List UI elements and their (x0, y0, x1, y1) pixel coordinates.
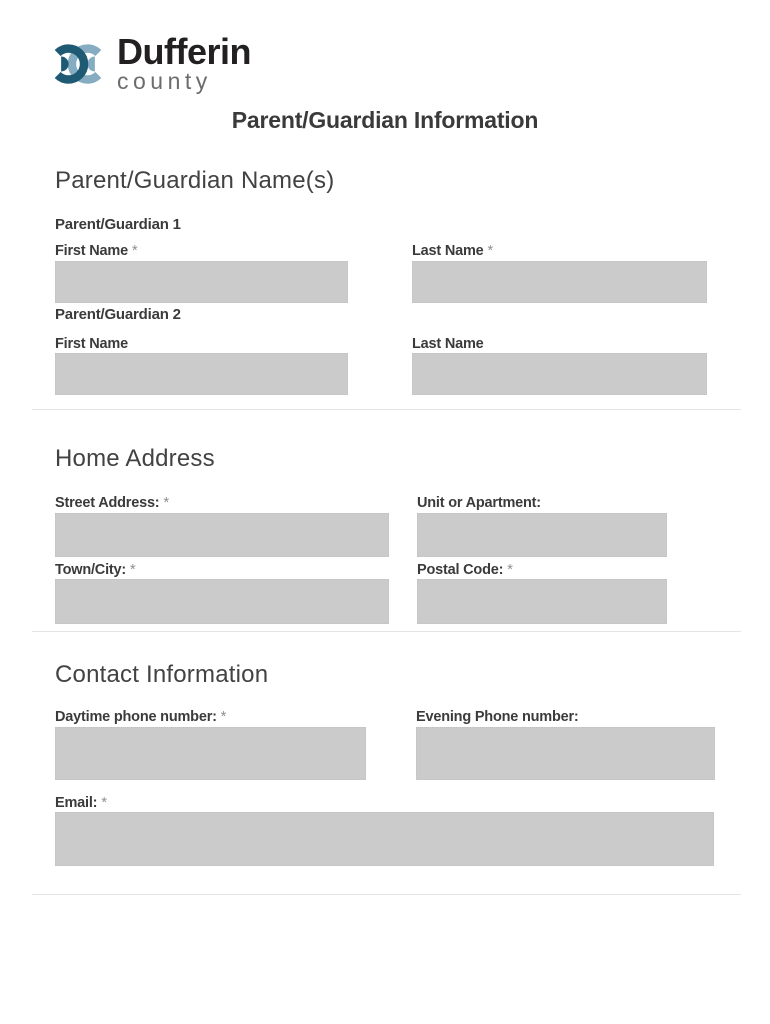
address-section-heading: Home Address (55, 445, 215, 472)
town-city-field (55, 563, 389, 625)
unit-apartment-field (417, 496, 667, 557)
street-address-label (55, 496, 389, 511)
email-field (55, 796, 714, 867)
postal-code-field (417, 563, 667, 625)
town-postal-row (55, 563, 715, 625)
guardian-1-first-name-input[interactable] (55, 261, 348, 303)
label-text: First Name (55, 335, 128, 352)
label-text: Email: (55, 794, 98, 811)
email-label (55, 796, 714, 811)
guardian-1-last-name-input[interactable] (412, 261, 707, 303)
label-text: Street Address: (55, 495, 160, 511)
label-text: First Name (55, 243, 128, 259)
guardian-2-first-name-input[interactable] (55, 353, 348, 395)
guardian-1-name-row (55, 244, 715, 303)
postal-code-label (417, 563, 667, 578)
evening-phone-input[interactable] (416, 727, 715, 780)
guardian-2-last-name-field (412, 337, 707, 396)
section-divider (32, 409, 741, 410)
unit-apartment-label (417, 496, 667, 511)
label-text: Postal Code: (417, 561, 504, 578)
dufferin-county-logo-icon (48, 34, 108, 94)
guardian-1-first-name-label (55, 244, 348, 259)
required-mark: * (130, 561, 136, 578)
daytime-phone-label (55, 710, 366, 725)
required-mark: * (220, 709, 227, 725)
guardian-2-last-name-label (412, 337, 707, 352)
brand-subtitle: county (117, 68, 212, 94)
label-text: Daytime phone number: (55, 709, 217, 725)
evening-phone-field (416, 710, 715, 780)
postal-code-input[interactable] (417, 579, 667, 624)
guardian-2-first-name-label (55, 337, 348, 352)
guardian-1-first-name-field (55, 244, 348, 303)
guardian-2-last-name-input[interactable] (412, 353, 707, 395)
required-mark: * (163, 495, 169, 511)
required-mark: * (131, 243, 138, 259)
email-row (55, 796, 715, 867)
label-text: Town/City: (55, 561, 127, 578)
street-address-input[interactable] (55, 513, 389, 557)
brand-name: Dufferin (117, 31, 251, 72)
email-input[interactable] (55, 812, 714, 866)
logo (0, 0, 770, 94)
logo-text (117, 31, 251, 94)
phone-row (55, 710, 715, 780)
label-text: Unit or Apartment: (417, 495, 541, 511)
daytime-phone-field (55, 710, 366, 780)
section-divider (32, 894, 741, 895)
guardian-1-last-name-field (412, 244, 707, 303)
daytime-phone-input[interactable] (55, 727, 366, 780)
names-section-heading: Parent/Guardian Name(s) (55, 167, 335, 194)
guardian-2-label: Parent/Guardian 2 (55, 305, 181, 323)
street-unit-row (55, 496, 715, 557)
guardian-1-label: Parent/Guardian 1 (55, 216, 181, 233)
label-text: Evening Phone number: (416, 709, 579, 725)
evening-phone-label (416, 710, 715, 725)
town-city-input[interactable] (55, 579, 389, 624)
street-address-field (55, 496, 389, 557)
guardian-1-last-name-label (412, 244, 707, 259)
contact-section-heading: Contact Information (55, 661, 269, 688)
label-text: Last Name (412, 243, 484, 259)
required-mark: * (101, 794, 107, 811)
page-title: Parent/Guardian Information (231, 107, 539, 133)
unit-apartment-input[interactable] (417, 513, 667, 557)
guardian-2-first-name-field (55, 337, 348, 396)
section-divider (32, 631, 741, 632)
required-mark: * (487, 243, 493, 259)
required-mark: * (507, 561, 513, 578)
guardian-2-name-row (55, 337, 715, 396)
town-city-label (55, 563, 389, 578)
label-text: Last Name (412, 335, 484, 352)
